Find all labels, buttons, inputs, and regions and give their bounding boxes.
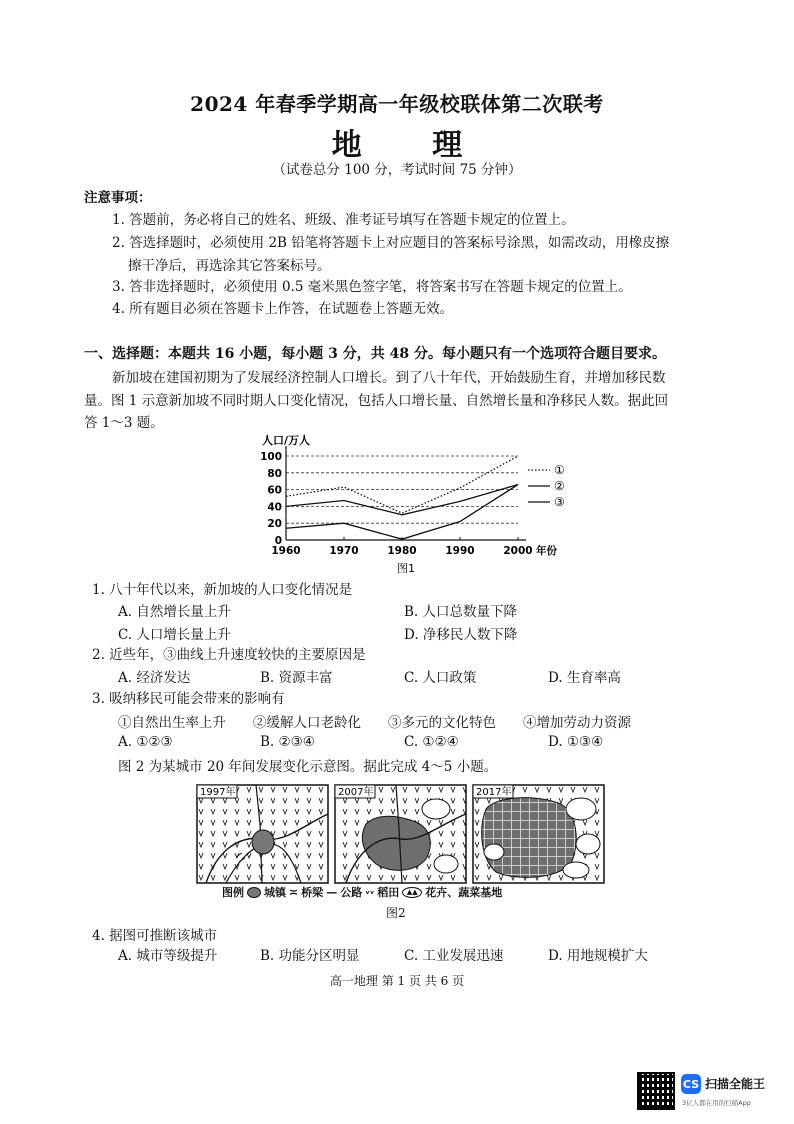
y-tick-label: 80 <box>267 467 282 480</box>
y-tick-label: 60 <box>267 484 282 497</box>
legend-town: 城镇 <box>264 886 286 899</box>
x-tick-label: 2000 <box>503 545 533 557</box>
intro-line: 新加坡在建国初期为了发展经济控制人口增长。到了八十年代，开始鼓励生育，并增加移民数 <box>112 370 666 386</box>
flower-symbol-icon: ▲▲ <box>402 887 422 898</box>
panel-2007 <box>335 785 466 883</box>
x-axis-label: 年份 <box>536 545 557 557</box>
y-tick-label: 100 <box>260 451 282 463</box>
question-stem: 2. 近些年，③曲线上升速度较快的主要原因是 <box>92 647 366 663</box>
scanner-brand: 扫描全能王 <box>705 1077 766 1091</box>
legend-road: 公路 <box>340 886 363 899</box>
y-tick-label: 20 <box>267 518 282 531</box>
legend-label-1: ① <box>554 463 565 477</box>
panel-label: 1997年 <box>200 787 236 798</box>
paddy-symbol-icon: ᵥᵥ <box>365 887 375 897</box>
question-stem: 3. 吸纳移民可能会带来的影响有 <box>92 691 285 707</box>
option-d: D. ①③④ <box>548 734 604 750</box>
figure2-legend <box>222 884 502 900</box>
x-tick-label: 1970 <box>329 545 359 557</box>
subject-title: 地 理 <box>331 128 493 163</box>
option-d: D. 生育率高 <box>548 670 621 686</box>
option-b: B. ②③④ <box>260 734 315 750</box>
question-stem: 1. 八十年代以来，新加坡的人口变化情况是 <box>92 582 353 598</box>
legend-label-3: ③ <box>554 495 565 509</box>
section-heading: 一、选择题：本题共 16 小题，每小题 3 分，共 48 分。每小题只有一个选项符合题目要求。 <box>84 346 666 362</box>
scanner-logo-icon: CS <box>681 1074 701 1094</box>
panel-label: 2007年 <box>338 787 374 798</box>
option-a: A. 自然增长量上升 <box>118 604 231 620</box>
option-b: B. 功能分区明显 <box>260 948 360 964</box>
scanner-tagline: 3亿人都在用的扫描App <box>682 1099 751 1107</box>
figure2-caption: 图2 <box>386 906 406 920</box>
option-a: A. 城市等级提升 <box>118 948 218 964</box>
option-a: A. ①②③ <box>118 734 173 750</box>
option-a: A. 经济发达 <box>118 670 191 686</box>
panel-1997 <box>197 785 328 883</box>
panel-label: 2017年 <box>476 787 512 798</box>
bridge-symbol-icon: ≍ <box>289 885 299 899</box>
option-c: C. ①②④ <box>404 734 459 750</box>
question-stem: 4. 据图可推断该城市 <box>92 928 218 944</box>
town-symbol-icon <box>247 887 261 898</box>
legend-label-2: ② <box>554 479 565 493</box>
exam-subtitle: （试卷总分 100 分，考试时间 75 分钟） <box>272 162 522 178</box>
figure2-intro: 图 2 为某城市 20 年间发展变化示意图。据此完成 4～5 小题。 <box>118 759 498 775</box>
option-c: C. 工业发展迅速 <box>404 948 504 964</box>
intro-line: 答 1～3 题。 <box>84 415 164 431</box>
x-tick-label: 1990 <box>445 545 475 557</box>
city-development-map <box>196 784 606 886</box>
y-tick-label: 40 <box>267 501 282 514</box>
legend-prefix: 图例 <box>222 886 244 899</box>
question-choices: ①自然出生率上升 ②缓解人口老龄化 ③多元的文化特色 ④增加劳动力资源 <box>118 715 631 731</box>
road-symbol-icon: — <box>326 885 338 899</box>
exam-title: 2024 年春季学期高一年级校联体第二次联考 <box>190 92 604 116</box>
series-line-1 <box>286 456 518 513</box>
population-chart <box>250 430 600 575</box>
notice-item: 2. 答选择题时，必须使用 2B 铅笔将答题卡上对应题目的答案标号涂黑，如需改动，用橡皮擦 <box>112 235 670 251</box>
y-tick-label: 0 <box>274 535 282 547</box>
page-footer: 高一地理 第 1 页 共 6 页 <box>329 974 465 988</box>
panel-2017 <box>473 785 604 883</box>
series-line-3 <box>286 485 518 540</box>
series-line-2 <box>286 485 518 515</box>
option-b: B. 资源丰富 <box>260 670 333 686</box>
option-c: C. 人口政策 <box>404 670 477 686</box>
option-d: D. 净移民人数下降 <box>404 627 518 643</box>
option-d: D. 用地规模扩大 <box>548 948 648 964</box>
intro-line: 量。图 1 示意新加坡不同时期人口变化情况，包括人口增长量、自然增长量和净移民人数。据此回 <box>84 393 669 409</box>
x-tick-label: 1960 <box>271 545 301 557</box>
notice-item: 擦干净后，再选涂其它答案标号。 <box>128 258 331 274</box>
notice-item: 3. 答非选择题时，必须使用 0.5 毫米黑色签字笔，将答案书写在答题卡规定的位置上。 <box>112 279 632 295</box>
chart-caption: 图1 <box>397 562 415 575</box>
notice-item: 4. 所有题目必须在答题卡上作答，在试题卷上答题无效。 <box>112 301 454 317</box>
legend-flower: 花卉、蔬菜基地 <box>425 886 503 899</box>
option-b: B. 人口总数量下降 <box>404 604 518 620</box>
notice-heading: 注意事项： <box>84 190 152 206</box>
legend-bridge: 桥梁 <box>301 886 324 899</box>
legend-paddy: 稻田 <box>377 886 400 899</box>
y-axis-label: 人口/万人 <box>262 434 311 447</box>
x-tick-label: 1980 <box>387 545 417 557</box>
option-c: C. 人口增长量上升 <box>118 627 231 643</box>
notice-item: 1. 答题前，务必将自己的姓名、班级、准考证号填写在答题卡规定的位置上。 <box>112 212 575 228</box>
qr-code-icon <box>637 1072 675 1110</box>
